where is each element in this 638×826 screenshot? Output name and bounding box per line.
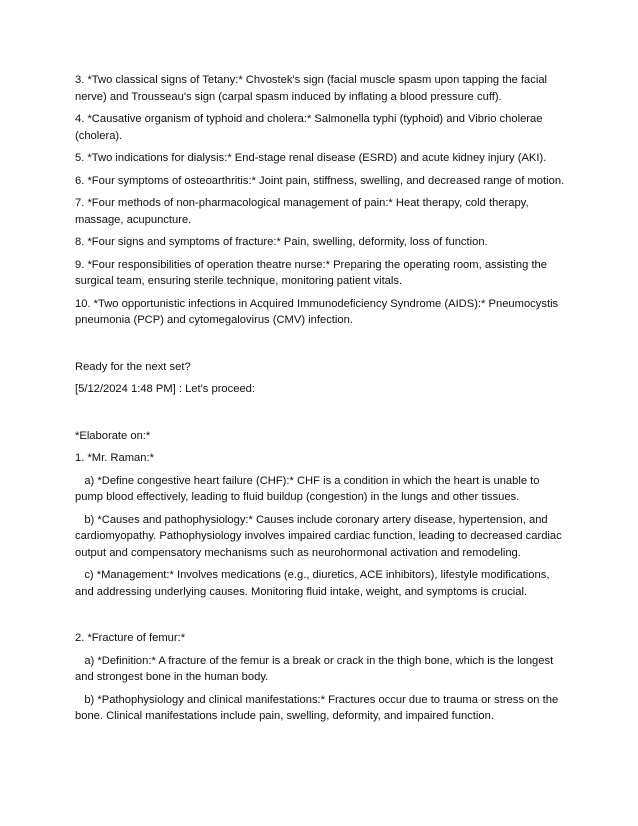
paragraph-chf-causes: b) *Causes and pathophysiology:* Causes include coronary artery disease, hypertension, and cardiomyopathy. Pathophysiology involves impaired cardiac function, leading to decreased cardiac output and compensatory mechanisms such as neurohormonal activation and remodeling. xyxy=(75,513,565,559)
section-gap xyxy=(75,606,570,630)
paragraph-chf-definition: a) *Define congestive heart failure (CHF):* CHF is a condition in which the heart is unable to pump blood effectively, leading to fluid buildup (congestion) in the lungs and other tissues. xyxy=(75,474,543,503)
section-gap xyxy=(75,404,570,428)
paragraph-elaborate-heading: *Elaborate on:* xyxy=(75,429,151,442)
paragraph-mr-raman: 1. *Mr. Raman:* xyxy=(75,452,154,464)
paragraph-tetany: 3. *Two classical signs of Tetany:* Chvostek's sign (facial muscle spasm upon tapping the facial nerve) and Trousseau's sign (carpal spasm induced by inflating a blood pressure cuff). xyxy=(75,74,551,103)
paragraph-typhoid-cholera: 4. *Causative organism of typhoid and cholera:* Salmonella typhi (typhoid) and Vibrio cholerae (cholera). xyxy=(75,113,546,142)
paragraph-osteoarthritis: 6. *Four symptoms of osteoarthritis:* Joint pain, stiffness, swelling, and decreased range of motion. xyxy=(75,174,565,187)
paragraph-dialysis: 5. *Two indications for dialysis:* End-stage renal disease (ESRD) and acute kidney injury (AKI). xyxy=(75,152,547,164)
paragraph-fracture-signs: 8. *Four signs and symptoms of fracture:* Pain, swelling, deformity, loss of function. xyxy=(75,236,488,248)
paragraph-next-set: Ready for the next set? xyxy=(75,360,191,373)
paragraph-femur-heading: 2. *Fracture of femur:* xyxy=(75,632,186,644)
paragraph-timestamp: [5/12/2024 1:48 PM] : Let's proceed: xyxy=(75,383,256,395)
paragraph-chf-management: c) *Management:* Involves medications (e.g., diuretics, ACE inhibitors), lifestyle modifications, and addressing underlying causes. Monitoring fluid intake, weight, and symptoms is crucial. xyxy=(75,569,553,598)
paragraph-femur-definition: a) *Definition:* A fracture of the femur is a break or crack in the thigh bone, which is the longest and strongest bone in the human body. xyxy=(75,654,557,683)
section-gap xyxy=(75,335,570,359)
paragraph-ot-nurse: 9. *Four responsibilities of operation theatre nurse:* Preparing the operating room, assisting the surgical team, ensuring sterile technique, monitoring patient vitals. xyxy=(75,258,551,287)
paragraph-femur-pathophysiology: b) *Pathophysiology and clinical manifestations:* Fractures occur due to trauma or stress on the bone. Clinical manifestations include pain, swelling, deformity, and impaired function. xyxy=(75,693,562,722)
paragraph-pain-management: 7. *Four methods of non-pharmacological management of pain:* Heat therapy, cold therapy, massage, acupuncture. xyxy=(75,197,532,226)
paragraph-aids-infections: 10. *Two opportunistic infections in Acquired Immunodeficiency Syndrome (AIDS):* Pneumocystis pneumonia (PCP) and cytomegalovirus (CMV) infection. xyxy=(75,297,562,326)
document-body xyxy=(75,72,570,731)
